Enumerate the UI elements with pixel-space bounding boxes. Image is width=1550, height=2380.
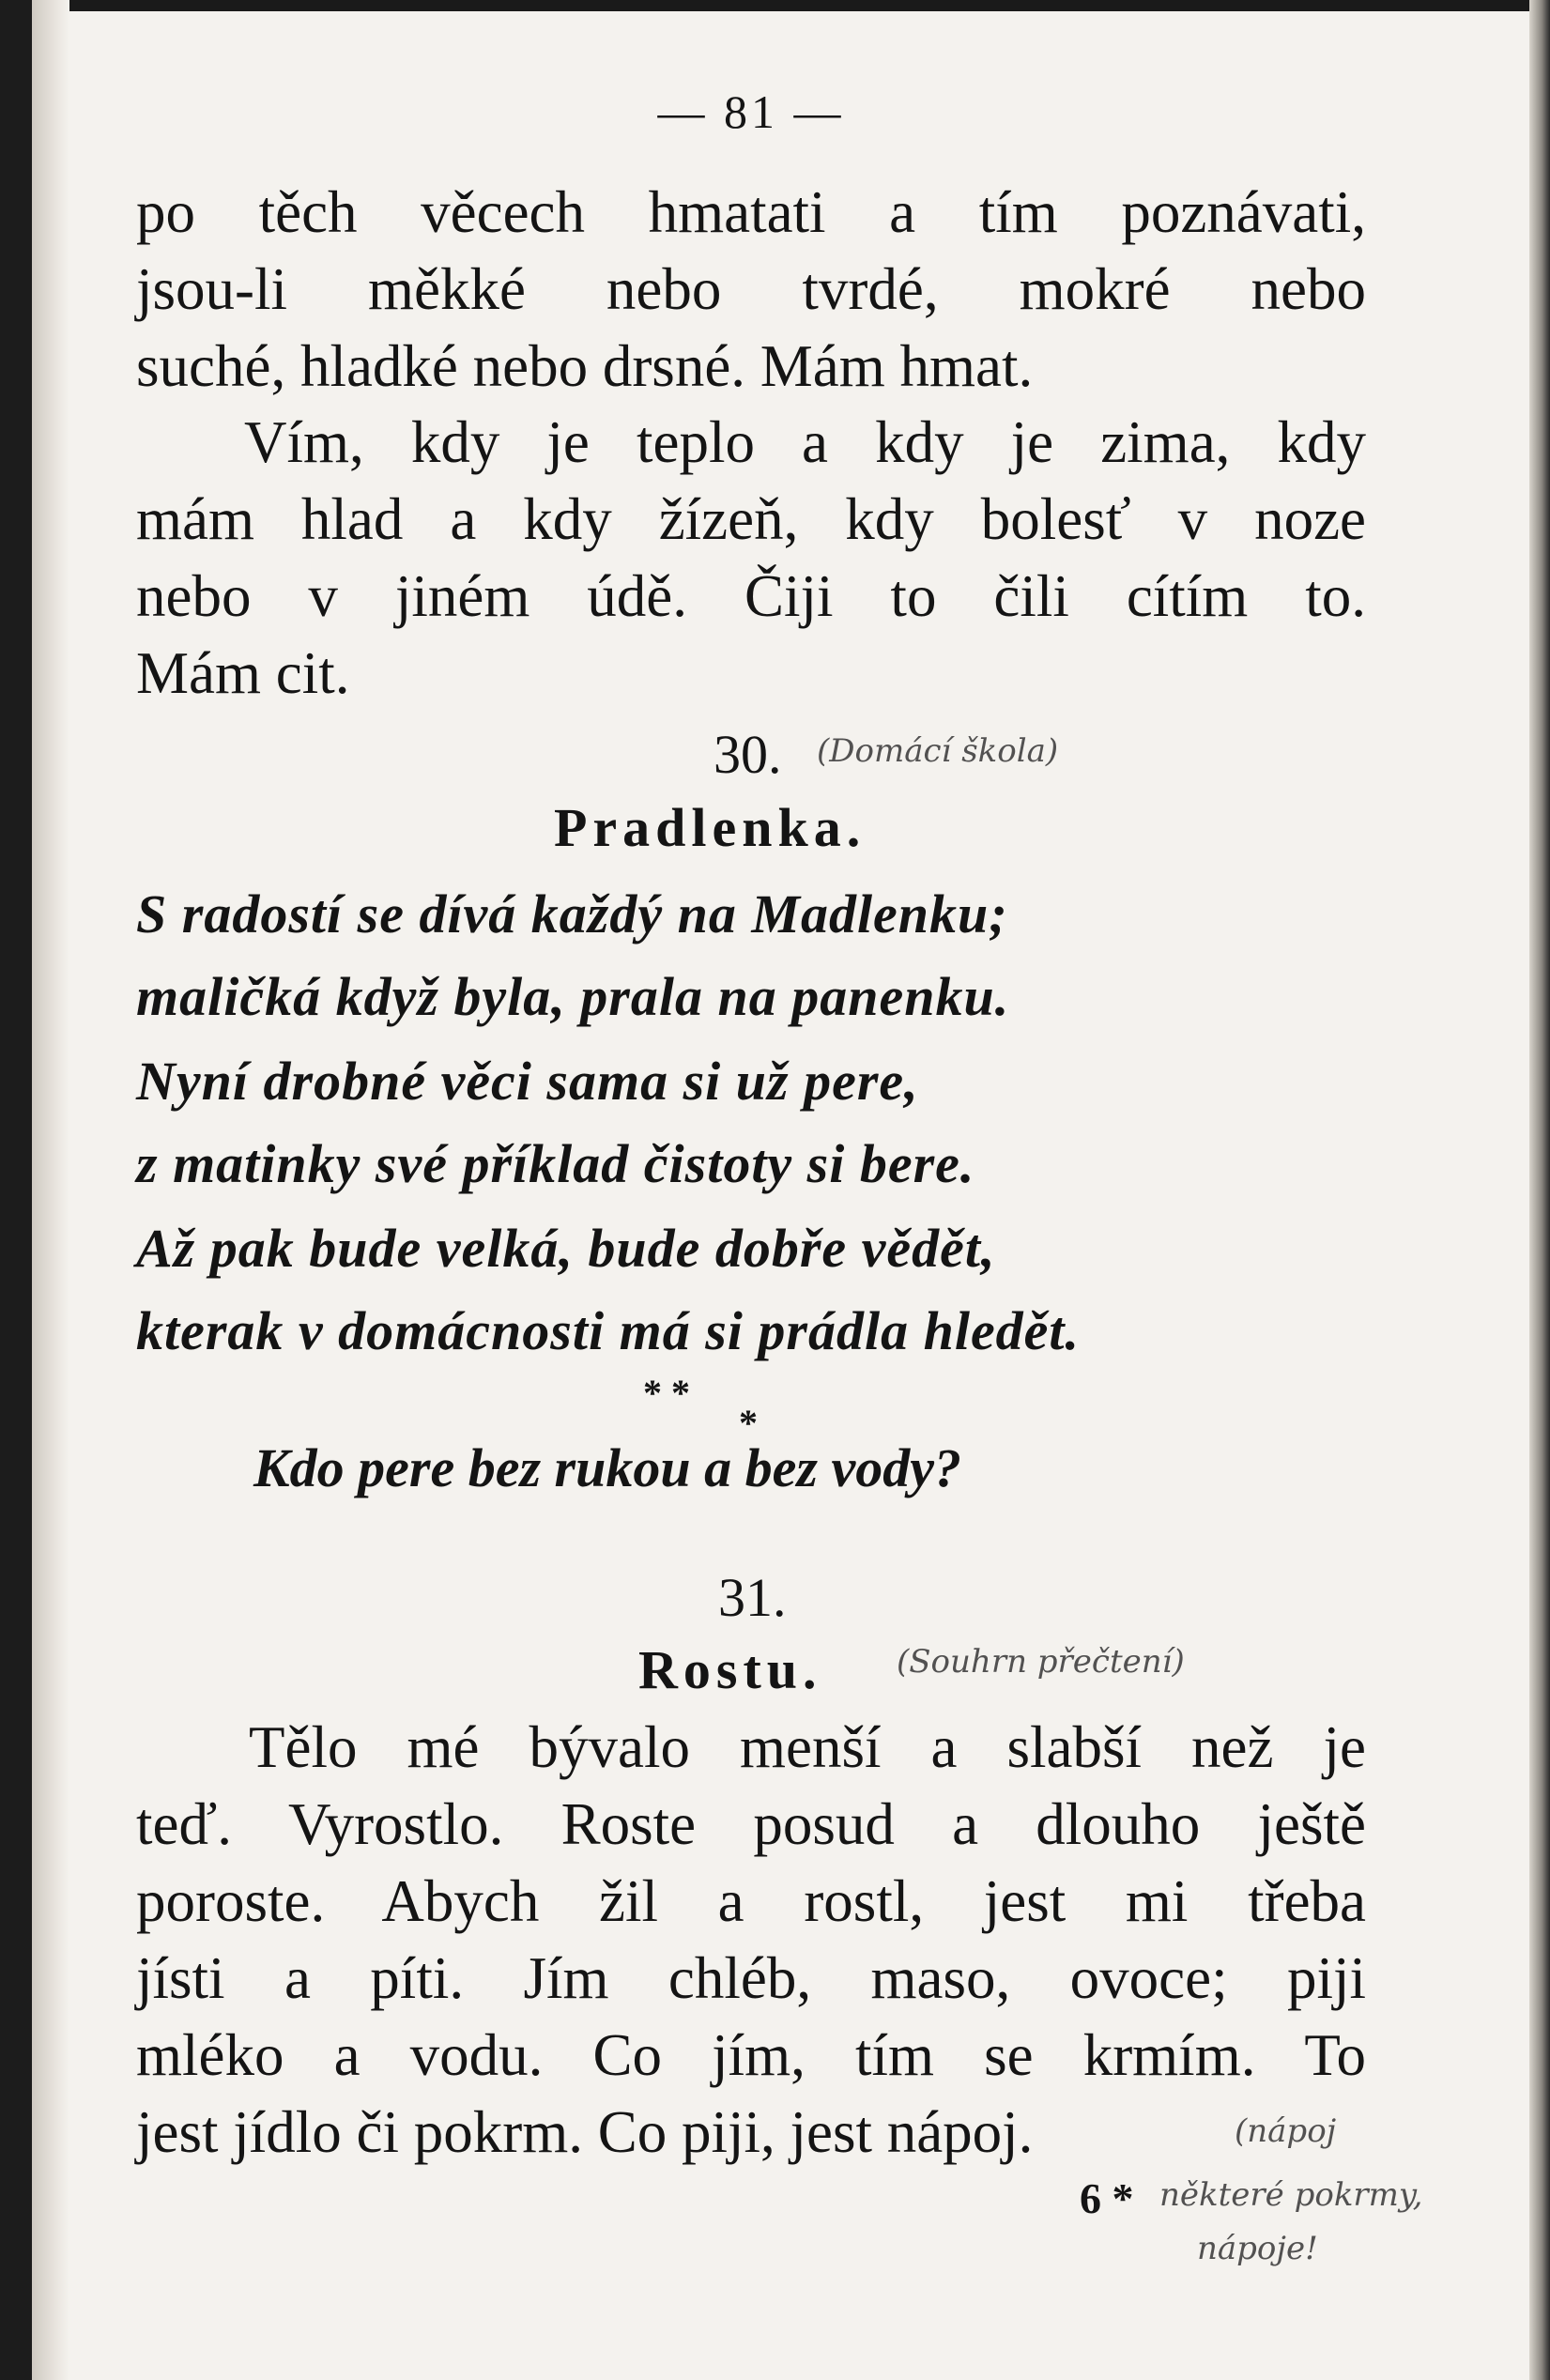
text-line: jsou-li měkké nebo tvrdé, mokré nebo	[136, 256, 1366, 322]
scan-border-left	[0, 0, 32, 2380]
separator-star: *	[739, 1402, 758, 1444]
handwritten-note: (Domácí škola)	[817, 732, 1059, 770]
text-line: jísti a píti. Jím chléb, maso, ovoce; piji	[136, 1945, 1366, 2011]
separator-stars: * *	[643, 1372, 690, 1414]
section-title-rostu: Rostu.	[638, 1639, 822, 1700]
text-line: nebo v jiném údě. Čiji to čili cítím to.	[136, 563, 1366, 629]
section-number-30: 30.	[714, 724, 782, 785]
text-line: mám hlad a kdy žízeň, kdy bolesť v noze	[136, 486, 1366, 552]
text-line: Vím, kdy je teplo a kdy je zima, kdy	[244, 409, 1366, 475]
text-line: suché, hladké nebo drsné. Mám hmat.	[136, 333, 1034, 399]
text-line: mléko a vodu. Co jím, tím se krmím. To	[136, 2022, 1366, 2088]
scan-border-right	[1529, 0, 1550, 2380]
poem-line: Nyní drobné věci sama si už pere,	[136, 1051, 919, 1112]
handwritten-margin-note: nápoje!	[1197, 2230, 1318, 2267]
text-line: po těch věcech hmatati a tím poznávati,	[136, 179, 1366, 245]
intro-paragraph	[136, 174, 1366, 405]
section-number-31: 31.	[718, 1567, 787, 1628]
text-line: Tělo mé bývalo menší a slabší než je	[249, 1714, 1366, 1780]
poem-line: S radostí se dívá každý na Madlenku;	[136, 883, 1008, 944]
rostu-paragraph	[136, 1709, 1366, 2171]
text-line: teď. Vyrostlo. Roste posud a dlouho ještě	[136, 1791, 1366, 1857]
poem-line: maličká když byla, prala na panenku.	[136, 966, 1010, 1027]
cit-paragraph	[136, 404, 1366, 712]
handwritten-margin-note: některé pokrmy,	[1159, 2176, 1423, 2214]
text-line: poroste. Abych žil a rostl, jest mi třeba	[136, 1868, 1366, 1934]
poem-line: z matinky své příklad čistoty si bere.	[136, 1133, 975, 1194]
page-number: — 81 —	[657, 85, 845, 138]
handwritten-note: (Souhrn přečtení)	[897, 1643, 1185, 1681]
text-line: jest jídlo či pokrm. Co piji, jest nápoj.	[136, 2099, 1034, 2165]
signature-mark: 6 *	[1080, 2174, 1134, 2222]
section-title-pradlenka: Pradlenka.	[554, 797, 867, 858]
text-line: Mám cit.	[136, 640, 350, 706]
poem-line: kterak v domácnosti má si prádla hledět.	[136, 1300, 1081, 1361]
riddle: Kdo pere bez rukou a bez vody?	[253, 1437, 961, 1498]
poem-line: Až pak bude velká, bude dobře vědět,	[136, 1218, 996, 1279]
scan-gutter	[32, 0, 69, 2380]
scan-border-top	[0, 0, 1550, 11]
handwritten-margin-note: (nápoj	[1235, 2112, 1337, 2150]
